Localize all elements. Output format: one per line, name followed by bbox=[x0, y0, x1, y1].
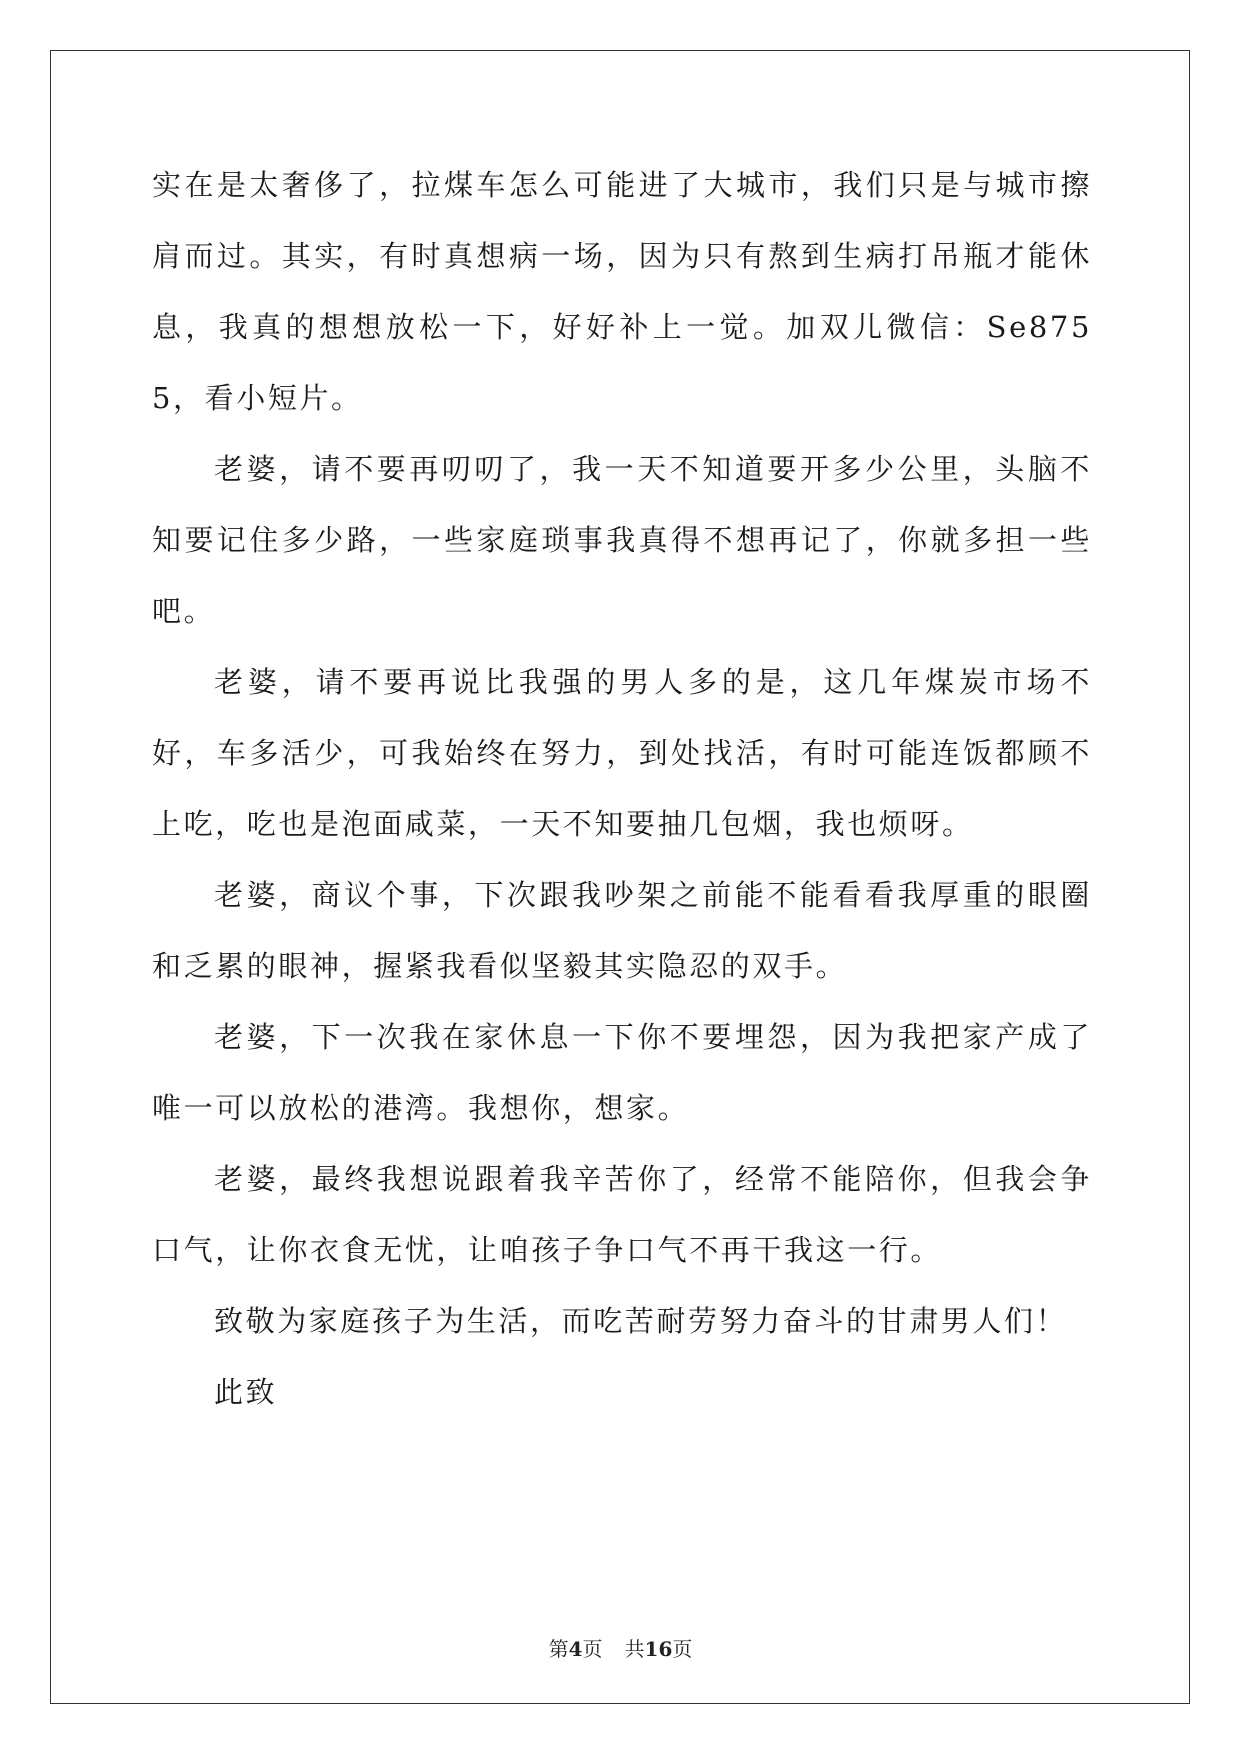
page-number: 4 bbox=[568, 1637, 583, 1661]
document-body bbox=[152, 150, 1092, 1428]
paragraph-8: 此致 bbox=[214, 1375, 278, 1409]
paragraph-1: 实在是太奢侈了，拉煤车怎么可能进了大城市，我们只是与城市擦肩而过。其实，有时真想病一场，因为只有熬到生病打吊瓶才能休息，我真的想想放松一下，好好补上一觉。加双儿微信：Se8755，看小短片。 bbox=[152, 168, 1092, 415]
paragraph-7: 致敬为家庭孩子为生活，而吃苦耐劳努力奋斗的甘肃男人们！ bbox=[214, 1304, 1068, 1338]
page-prefix: 第 bbox=[548, 1637, 569, 1661]
total-prefix: 共 bbox=[624, 1637, 645, 1661]
page-suffix: 页 bbox=[582, 1637, 603, 1661]
page-footer bbox=[0, 1633, 1241, 1662]
total-pages: 16 bbox=[644, 1637, 673, 1661]
paragraph-6: 老婆，最终我想说跟着我辛苦你了，经常不能陪你，但我会争口气，让你衣食无忧，让咱孩子争口气不再干我这一行。 bbox=[152, 1162, 1092, 1267]
paragraph-4: 老婆，商议个事，下次跟我吵架之前能不能看看我厚重的眼圈和乏累的眼神，握紧我看似坚毅其实隐忍的双手。 bbox=[152, 878, 1092, 983]
paragraph-3: 老婆，请不要再说比我强的男人多的是，这几年煤炭市场不好，车多活少，可我始终在努力，到处找活，有时可能连饭都顾不上吃，吃也是泡面咸菜，一天不知要抽几包烟，我也烦呀。 bbox=[152, 665, 1092, 841]
total-suffix: 页 bbox=[672, 1637, 693, 1661]
paragraph-2: 老婆，请不要再叨叨了，我一天不知道要开多少公里，头脑不知要记住多少路，一些家庭琐事我真得不想再记了，你就多担一些吧。 bbox=[152, 452, 1092, 628]
paragraph-5: 老婆，下一次我在家休息一下你不要埋怨，因为我把家产成了唯一可以放松的港湾。我想你，想家。 bbox=[152, 1020, 1092, 1125]
